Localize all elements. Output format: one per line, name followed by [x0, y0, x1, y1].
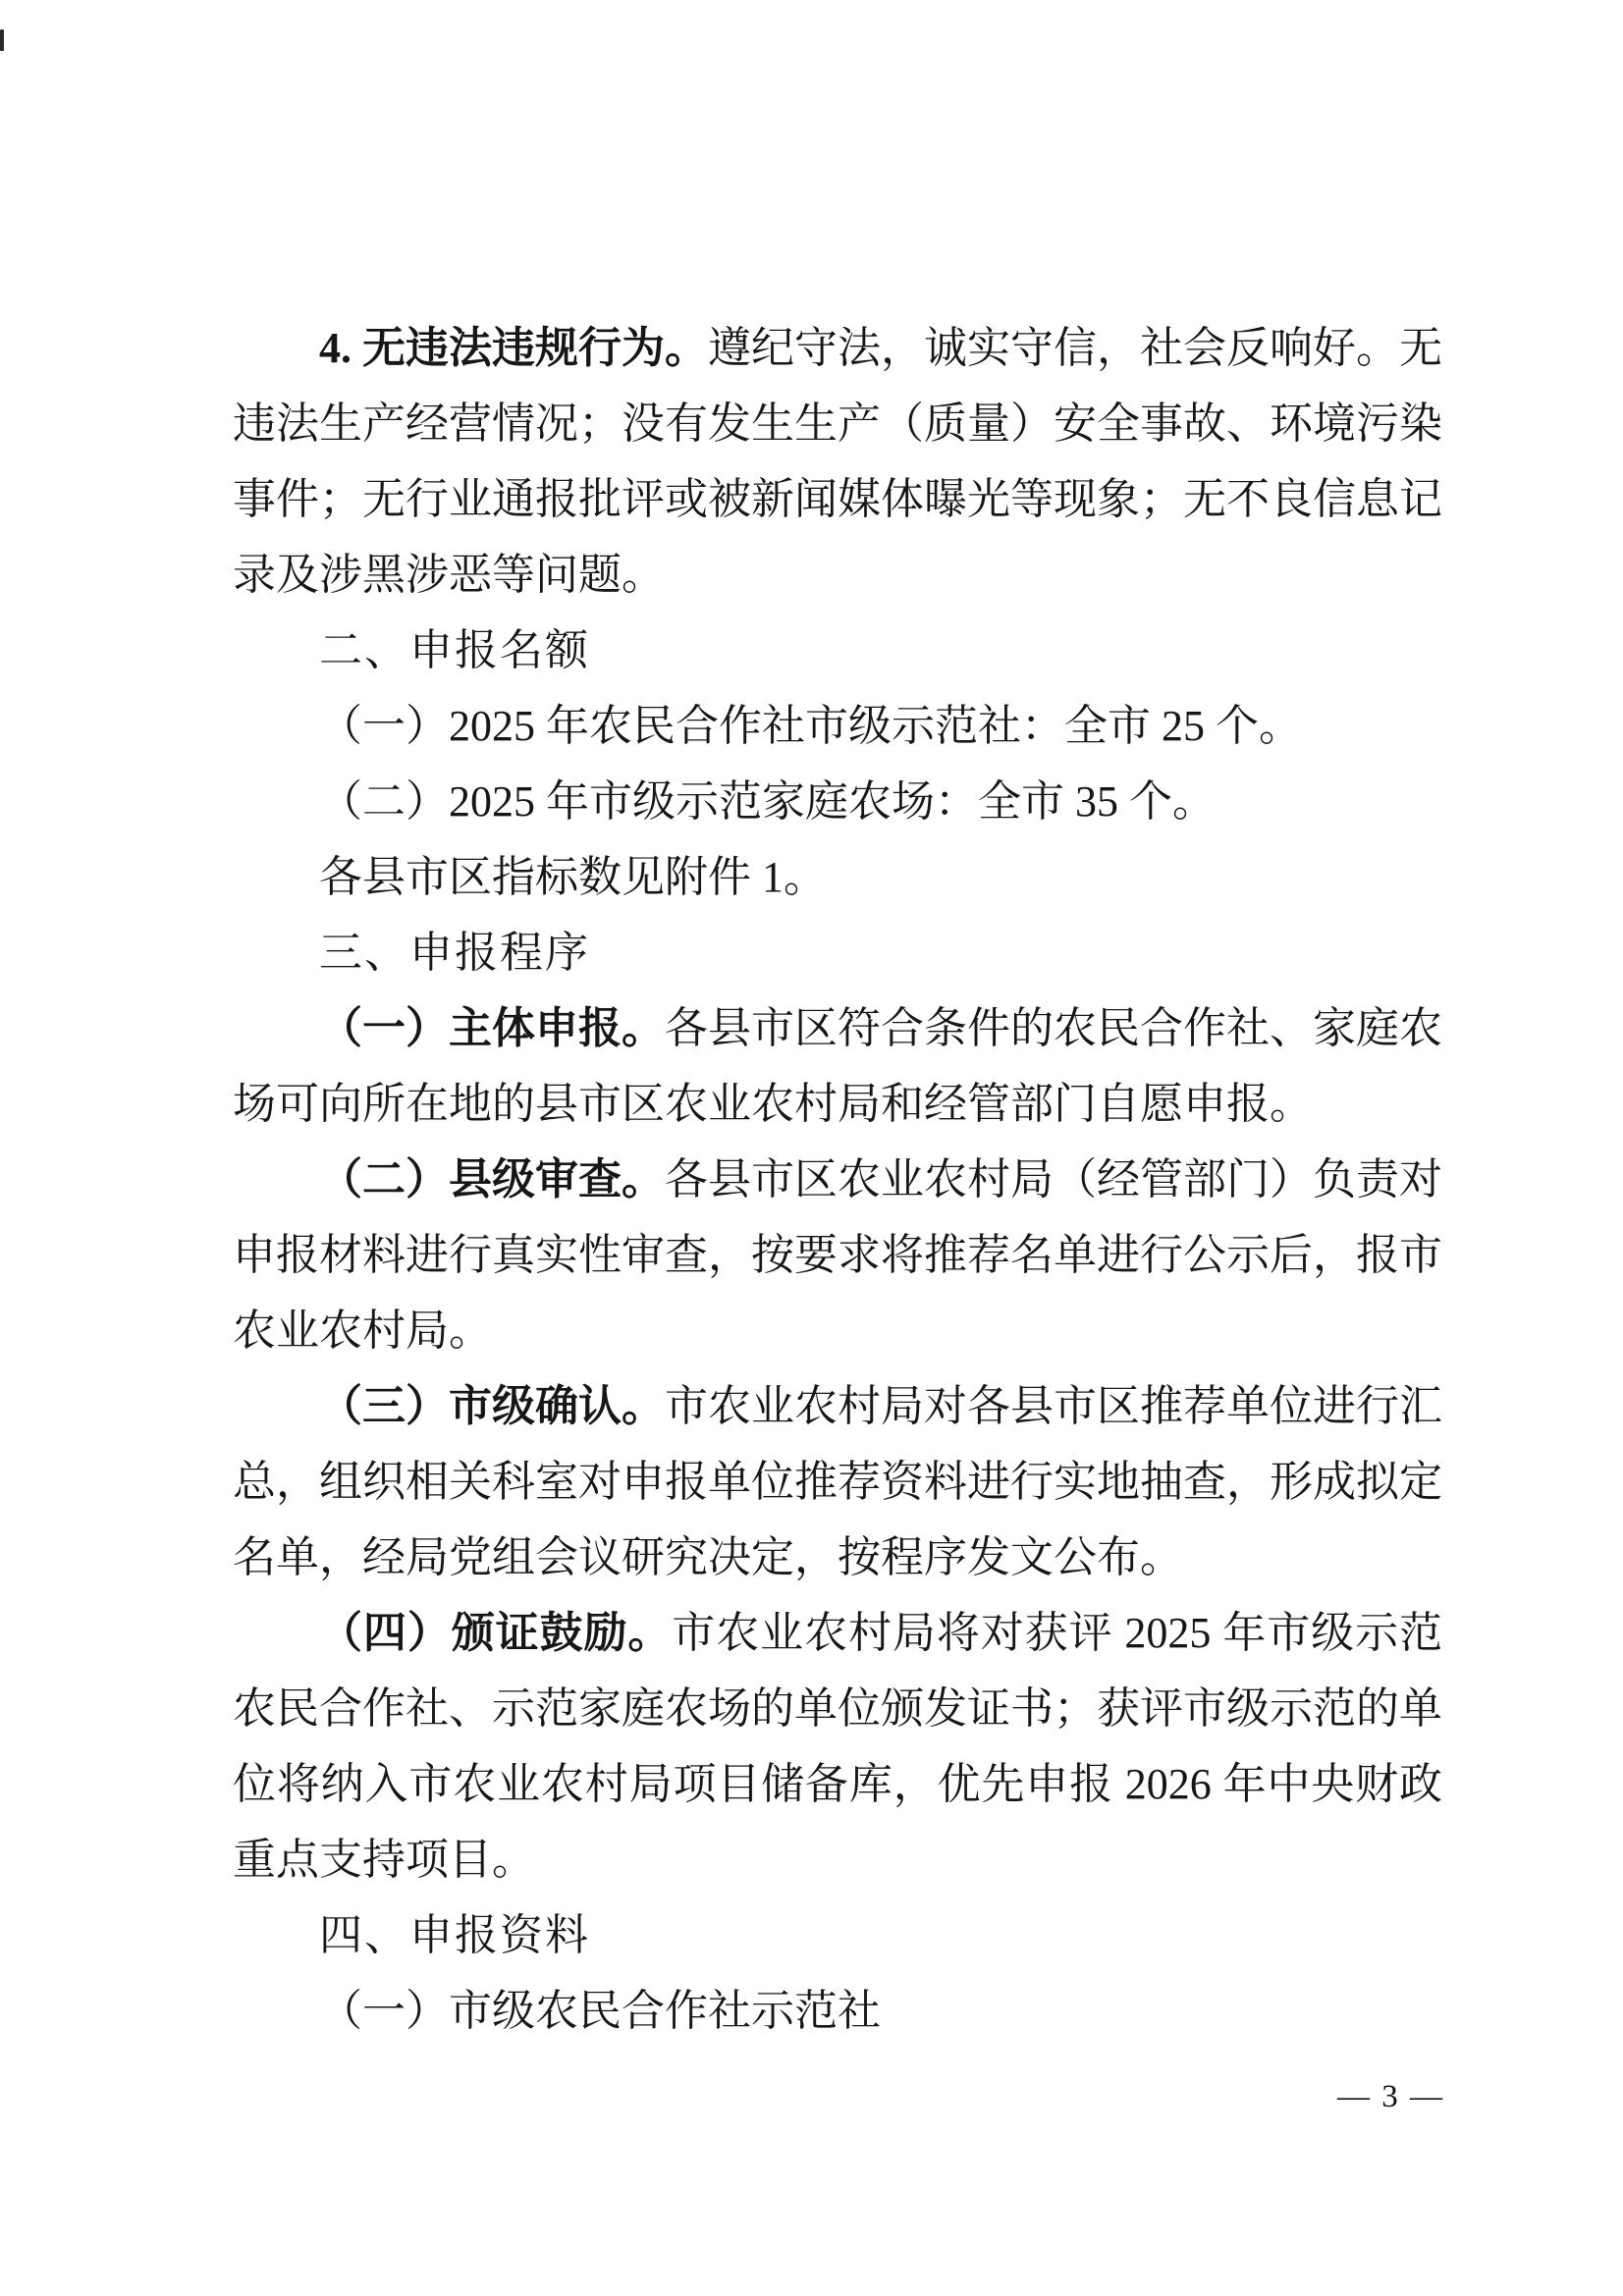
heading-section-2-quota: 二、申报名额 — [319, 626, 590, 674]
heading-section-4-materials: 四、申报资料 — [319, 1911, 590, 1959]
paragraph-quota-attachment-note: 各县市区指标数见附件 1。 — [319, 853, 827, 901]
bold-lead-step-1: （一）主体申报。 — [319, 1004, 665, 1052]
scan-edge-artifact — [0, 29, 4, 51]
subheading-city-level-demo-cooperative: （一）市级农民合作社示范社 — [319, 1987, 881, 2035]
bold-lead-step-2: （二）县级审查。 — [319, 1155, 665, 1203]
bold-lead-step-3: （三）市级确认。 — [319, 1382, 665, 1430]
paragraph-text: 各县市区农业农村局（经管部门）负责对申报材料进行真实性审查，按要求将推荐名单进行公示后，报市农业农村局。 — [233, 1155, 1442, 1355]
paragraph-text: 市农业农村局将对获评 2025 年市级示范农民合作社、示范家庭农场的单位颁发证书；获评市级示范的单位将纳入市农业农村局项目储备库，优先申报 2026 年中央财政重点支持项目。 — [233, 1609, 1443, 1884]
document-body — [233, 310, 1442, 2049]
paragraph-step-3-city-confirmation — [233, 1368, 1442, 1595]
paragraph-step-2-county-review — [233, 1142, 1442, 1368]
paragraph-step-4-certification-incentive — [233, 1595, 1442, 1897]
paragraph-no-violations — [233, 310, 1442, 613]
paragraph-quota-cooperatives: （一）2025 年农民合作社市级示范社：全市 25 个。 — [319, 702, 1302, 750]
bold-lead-item-4: 4. 无违法违规行为。 — [319, 324, 708, 372]
paragraph-text: 遵纪守法，诚实守信，社会反响好。无违法生产经营情况；没有发生生产（质量）安全事故、环境污染事件；无行业通报批评或被新闻媒体曝光等现象；无不良信息记录及涉黑涉恶等问题。 — [233, 324, 1442, 599]
bold-lead-step-4: （四）颁证鼓励。 — [319, 1609, 673, 1657]
paragraph-text: 各县市区符合条件的农民合作社、家庭农场可向所在地的县市区农业农村局和经管部门自愿申报。 — [233, 1004, 1442, 1128]
heading-section-3-procedure: 三、申报程序 — [319, 929, 590, 977]
page-number: — 3 — — [1337, 2079, 1444, 2114]
paragraph-step-1-self-application — [233, 990, 1442, 1142]
paragraph-text: 市农业农村局对各县市区推荐单位进行汇总，组织相关科室对申报单位推荐资料进行实地抽查，形成拟定名单，经局党组会议研究决定，按程序发文公布。 — [233, 1382, 1442, 1581]
paragraph-quota-family-farms: （二）2025 年市级示范家庭农场：全市 35 个。 — [319, 777, 1216, 826]
